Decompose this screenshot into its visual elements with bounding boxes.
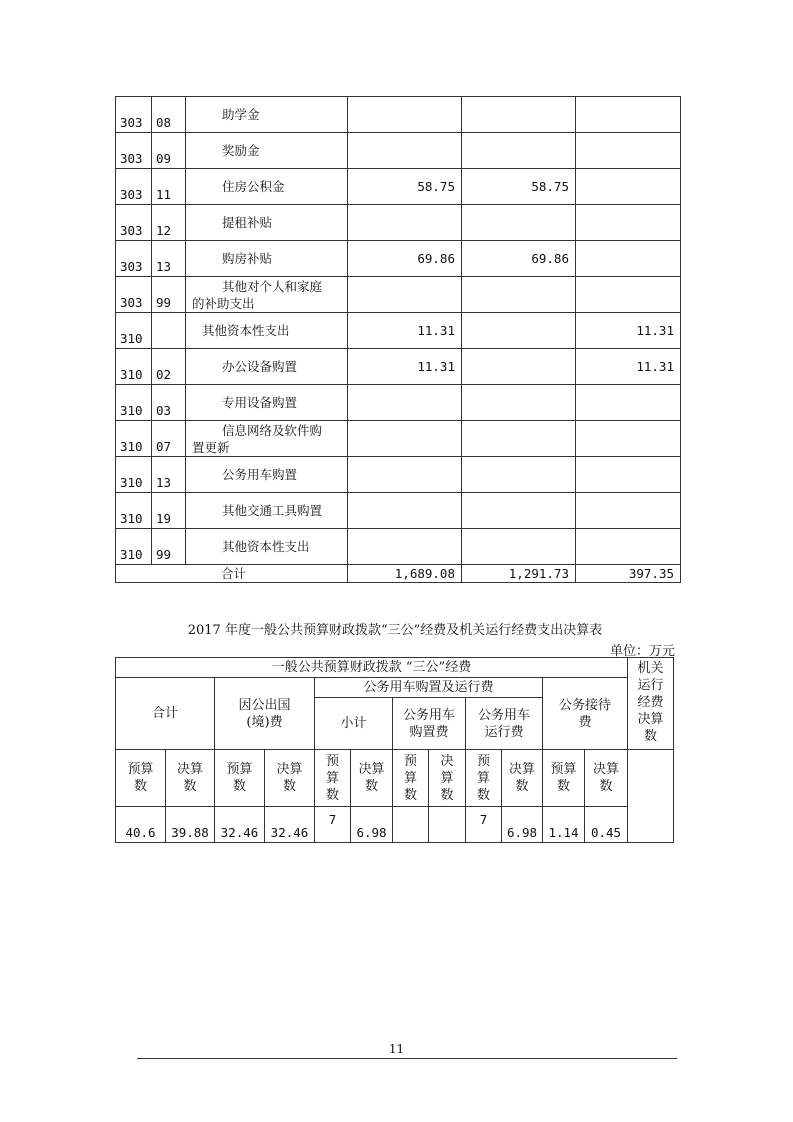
item-code: 13 <box>152 241 186 277</box>
item-code: 19 <box>152 493 186 529</box>
basic-expense: 69.86 <box>462 241 576 277</box>
car-purchase-budget-value <box>393 807 429 843</box>
jiguan-final-value <box>628 750 674 843</box>
table-row <box>116 169 681 205</box>
item-name <box>186 97 348 133</box>
item-name <box>186 133 348 169</box>
header-total: 合计 <box>116 678 215 750</box>
project-expense <box>576 133 681 169</box>
basic-expense <box>462 457 576 493</box>
project-sum: 397.35 <box>576 565 681 583</box>
item-code: 07 <box>152 421 186 457</box>
item-name-text: 办公设备购置 <box>222 359 298 374</box>
total-amount <box>348 493 462 529</box>
total-amount <box>348 277 462 313</box>
item-name-text: 其他交通工具购置 <box>222 503 323 518</box>
class-code: 310 <box>116 421 152 457</box>
header-reception: 公务接待费 <box>543 678 628 750</box>
abroad-budget-value: 32.46 <box>215 807 265 843</box>
table-row <box>116 205 681 241</box>
label-budget: 预算数 <box>393 750 429 807</box>
item-name-line2: 置更新 <box>192 439 230 455</box>
item-code: 02 <box>152 349 186 385</box>
item-name-text: 其他资本性支出 <box>222 539 310 554</box>
total-amount: 11.31 <box>348 349 462 385</box>
label-final: 决算数 <box>429 750 466 807</box>
item-name <box>186 277 348 313</box>
project-expense <box>576 493 681 529</box>
basic-expense <box>462 277 576 313</box>
page-number: 11 <box>388 1042 405 1056</box>
label-final: 决算数 <box>502 750 543 807</box>
three-public-table <box>115 657 674 843</box>
expense-table <box>115 96 681 583</box>
label-budget: 预算数 <box>215 750 265 807</box>
item-code: 12 <box>152 205 186 241</box>
basic-expense <box>462 421 576 457</box>
item-name <box>186 205 348 241</box>
class-code: 303 <box>116 97 152 133</box>
label-budget: 预算数 <box>315 750 351 807</box>
total-row <box>116 565 681 583</box>
item-name-text: 奖励金 <box>222 143 260 158</box>
total-budget-value: 40.6 <box>116 807 166 843</box>
car-run-budget-value: 7 <box>466 807 502 843</box>
label-final: 决算数 <box>351 750 393 807</box>
item-name <box>186 313 348 349</box>
project-expense <box>576 205 681 241</box>
item-name <box>186 493 348 529</box>
project-expense <box>576 529 681 565</box>
table-row <box>116 529 681 565</box>
item-name <box>186 421 348 457</box>
subtotal-final-value: 6.98 <box>351 807 393 843</box>
basic-expense <box>462 97 576 133</box>
total-final-value: 39.88 <box>166 807 215 843</box>
project-expense <box>576 169 681 205</box>
project-expense <box>576 241 681 277</box>
project-expense <box>576 277 681 313</box>
project-expense <box>576 421 681 457</box>
basic-expense <box>462 313 576 349</box>
item-name-text: 助学金 <box>222 107 260 122</box>
total-sum: 1,689.08 <box>348 565 462 583</box>
item-code: 11 <box>152 169 186 205</box>
class-code: 310 <box>116 457 152 493</box>
basic-expense <box>462 529 576 565</box>
header-car: 公务用车购置及运行费 <box>315 678 543 698</box>
table-row <box>116 277 681 313</box>
item-code: 13 <box>152 457 186 493</box>
total-amount <box>348 421 462 457</box>
class-code: 303 <box>116 241 152 277</box>
item-name-text: 专用设备购置 <box>222 395 298 410</box>
table-row <box>116 385 681 421</box>
table-row <box>116 493 681 529</box>
table-row <box>116 241 681 277</box>
item-name <box>186 349 348 385</box>
project-expense: 11.31 <box>576 313 681 349</box>
basic-expense <box>462 133 576 169</box>
header-abroad: 因公出国(境)费 <box>215 678 315 750</box>
reception-final-value: 0.45 <box>585 807 628 843</box>
project-expense <box>576 97 681 133</box>
class-code: 303 <box>116 133 152 169</box>
item-name-text: 公务用车购置 <box>222 467 298 482</box>
table-row <box>116 313 681 349</box>
total-amount: 58.75 <box>348 169 462 205</box>
class-code: 303 <box>116 205 152 241</box>
class-code: 303 <box>116 277 152 313</box>
basic-expense <box>462 205 576 241</box>
header-car-run: 公务用车运行费 <box>466 698 543 750</box>
subtotal-budget-value: 7 <box>315 807 351 843</box>
label-budget: 预算数 <box>466 750 502 807</box>
item-name <box>186 529 348 565</box>
label-final: 决算数 <box>585 750 628 807</box>
header-main: 一般公共预算财政拨款 “三公”经费 <box>116 658 628 678</box>
item-name-line2: 的补助支出 <box>192 295 255 311</box>
header-jiguan: 机关运行经费决算数 <box>628 658 674 750</box>
class-code: 310 <box>116 349 152 385</box>
table-row <box>116 421 681 457</box>
label-final: 决算数 <box>265 750 315 807</box>
class-code: 303 <box>116 169 152 205</box>
reception-budget-value: 1.14 <box>543 807 585 843</box>
total-amount <box>348 97 462 133</box>
basic-expense <box>462 493 576 529</box>
total-amount <box>348 529 462 565</box>
item-code: 09 <box>152 133 186 169</box>
total-amount <box>348 133 462 169</box>
item-code: 99 <box>152 529 186 565</box>
item-code <box>152 313 186 349</box>
total-amount <box>348 385 462 421</box>
total-label: 合计 <box>116 565 348 583</box>
header-car-purchase: 公务用车购置费 <box>393 698 466 750</box>
car-purchase-final-value <box>429 807 466 843</box>
header-subtotal: 小计 <box>315 698 393 750</box>
item-name-line1: 信息网络及软件购 <box>222 422 323 438</box>
item-name <box>186 457 348 493</box>
footer-divider <box>137 1058 677 1059</box>
project-expense <box>576 457 681 493</box>
table-row <box>116 97 681 133</box>
item-name-text: 其他资本性支出 <box>202 323 290 338</box>
basic-expense <box>462 385 576 421</box>
basic-expense <box>462 349 576 385</box>
total-amount <box>348 205 462 241</box>
project-expense: 11.31 <box>576 349 681 385</box>
basic-sum: 1,291.73 <box>462 565 576 583</box>
car-run-final-value: 6.98 <box>502 807 543 843</box>
project-expense <box>576 385 681 421</box>
class-code: 310 <box>116 493 152 529</box>
label-budget: 预算数 <box>116 750 166 807</box>
item-code: 99 <box>152 277 186 313</box>
item-name-text: 购房补贴 <box>222 251 273 266</box>
abroad-final-value: 32.46 <box>265 807 315 843</box>
item-name <box>186 169 348 205</box>
table-row <box>116 133 681 169</box>
basic-expense: 58.75 <box>462 169 576 205</box>
table-row <box>116 457 681 493</box>
item-name-text: 提租补贴 <box>222 215 273 230</box>
table-title: 2017 年度一般公共预算财政拨款“三公”经费及机关运行经费支出决算表 <box>187 623 603 638</box>
total-amount: 69.86 <box>348 241 462 277</box>
table-row <box>116 349 681 385</box>
class-code: 310 <box>116 313 152 349</box>
class-code: 310 <box>116 529 152 565</box>
item-name-line1: 其他对个人和家庭 <box>222 278 323 294</box>
item-name <box>186 385 348 421</box>
total-amount <box>348 457 462 493</box>
label-budget: 预算数 <box>543 750 585 807</box>
total-amount: 11.31 <box>348 313 462 349</box>
item-code: 03 <box>152 385 186 421</box>
item-code: 08 <box>152 97 186 133</box>
item-name <box>186 241 348 277</box>
label-final: 决算数 <box>166 750 215 807</box>
item-name-text: 住房公积金 <box>222 179 285 194</box>
class-code: 310 <box>116 385 152 421</box>
unit-label: 单位：万元 <box>609 644 675 659</box>
